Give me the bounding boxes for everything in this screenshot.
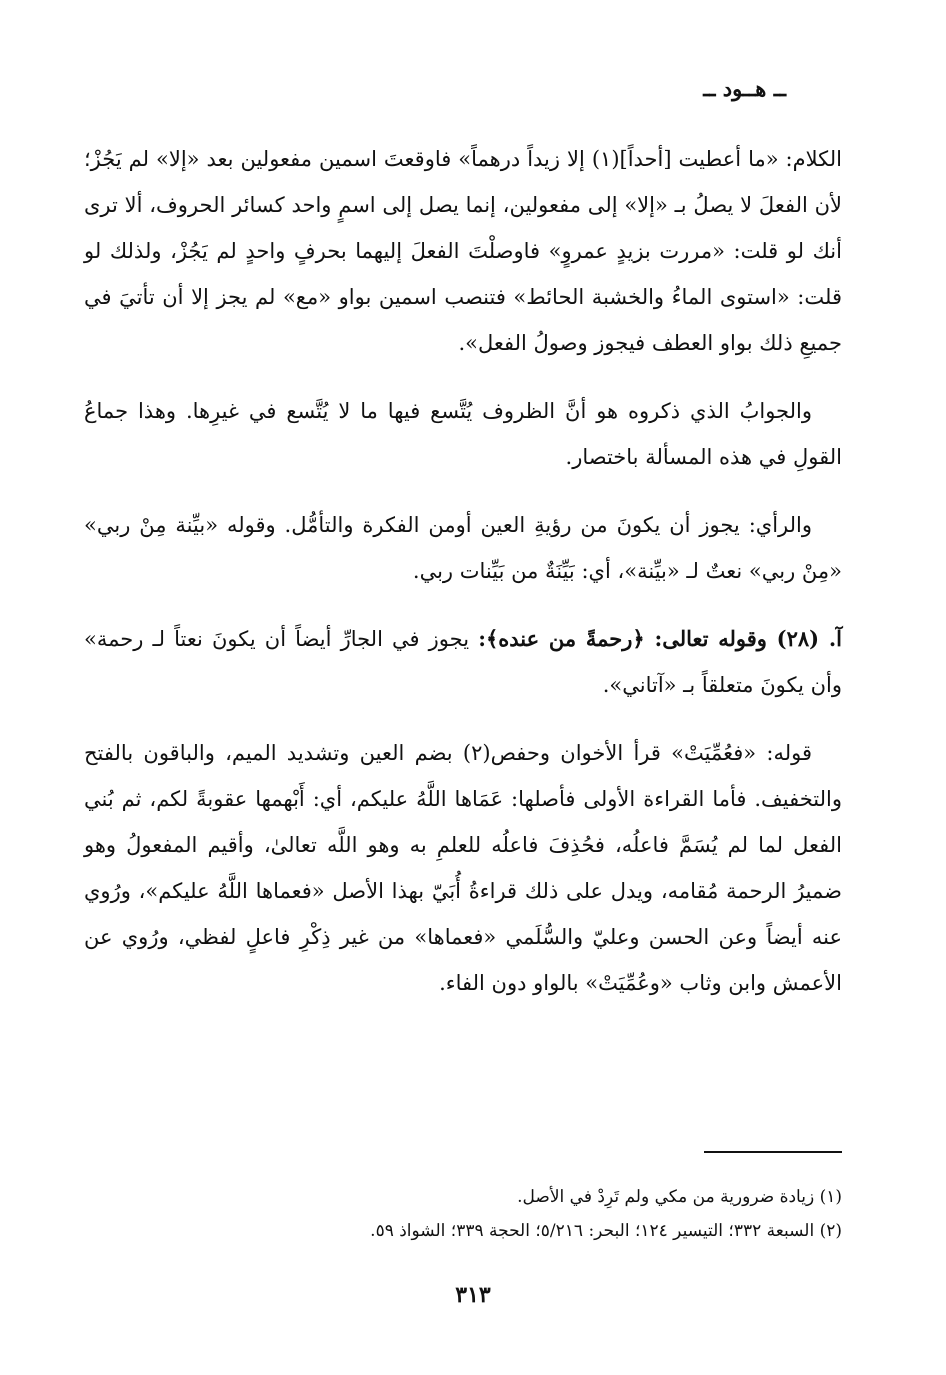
paragraph-text: يجوز في الجارِّ أيضاً أن يكونَ نعتاً لـ رحمة» وأن يكونَ متعلقاً بـ «آتاني».: [84, 627, 842, 697]
running-head: ــ هــود ــ: [703, 76, 786, 101]
footnotes: [84, 1180, 842, 1248]
paragraph-2: [84, 388, 842, 480]
paragraph-text: قوله: «فعُمِّيَتْ» قرأ الأخوان وحفص(٢) بضم العين وتشديد الميم، والباقون بالفتح والتخفيف. فأما القراءة الأولى فأصلها: عَمَاها اللَّهُ عليكم، أي: أَبْهمها عقوبةً لكم، ثم بُني الفعل لما لم يُسَمَّ فاعلُه، فحُذِفَ فاعلُه للعلمِ به وهو اللَّه تعالىٰ، وأقيم المفعولُ وهو ضميرُ الرحمة مُقامه، ويدل على ذلك قراءةُ أُبَيّ بهذا الأصل «فعماها اللَّهُ عليكم»، ورُوي عنه أيضاً وعن الحسن وعليّ والسُّلَمي «فعماها» من غير ذِكْرِ فاعلٍ لفظي، ورُوي عن الأعمش وابن وثاب «وعُمِّيَتْ» بالواو دون الفاء.: [84, 741, 842, 995]
verse-heading: آ. (٢٨) وقوله تعالى: ﴿رحمةً من عنده﴾:: [478, 626, 843, 651]
paragraph-text: الكلام: «ما أعطيت [أحداً](١) إلا زيداً درهماً» فاوقعتَ اسمين مفعولين بعد «إلا» لم يَجُزْ؛ لأن الفعلَ لا يصلُ بـ «إلا» إلى مفعولين، إنما يصل إلى اسمٍ واحد كسائر الحروف، ألا ترى أنك لو قلت: «مررت بزيدٍ عمروٍ» فاوصلْتَ الفعلَ إليهما بحرفٍ واحدٍ لم يَجُزْ، ولذلك لو قلت: «استوى الماءُ والخشبة الحائط» فتنصب اسمين بواو «مع» لم يجز إلا أن تأتيَ في جميعِ ذلك بواو العطف فيجوز وصولُ الفعل».: [84, 147, 842, 355]
paragraph-1: [84, 136, 842, 366]
footnote-1: (١) زيادة ضرورية من مكي ولم تَرِدْ في الأصل.: [517, 1187, 842, 1207]
footnote-2: (٢) السبعة ٣٣٢؛ التيسير ١٢٤؛ البحر: ٥/٢١٦؛ الحجة ٣٣٩؛ الشواذ ٥٩.: [370, 1221, 842, 1241]
paragraph-4: [84, 616, 842, 708]
main-text: [84, 136, 842, 1028]
paragraph-text: والجوابُ الذي ذكروه هو أنَّ الظروف يُتَّسع فيها ما لا يُتَّسع في غيرِها. وهذا جماعُ القولِ في هذه المسألة باختصار.: [84, 399, 842, 469]
footnote-divider: [704, 1151, 842, 1153]
paragraph-3: [84, 502, 842, 594]
paragraph-text: والرأي: يجوز أن يكونَ من رؤيةِ العين أومن الفكرة والتأمُّل. وقوله «بيِّنة مِنْ ربي» «مِنْ ربي» نعتٌ لـ «بيِّنة»، أي: بَيِّنَةٌ من بَيِّنات ربي.: [84, 513, 842, 583]
page-number: ٣١٣: [455, 1282, 491, 1308]
paragraph-5: [84, 730, 842, 1006]
